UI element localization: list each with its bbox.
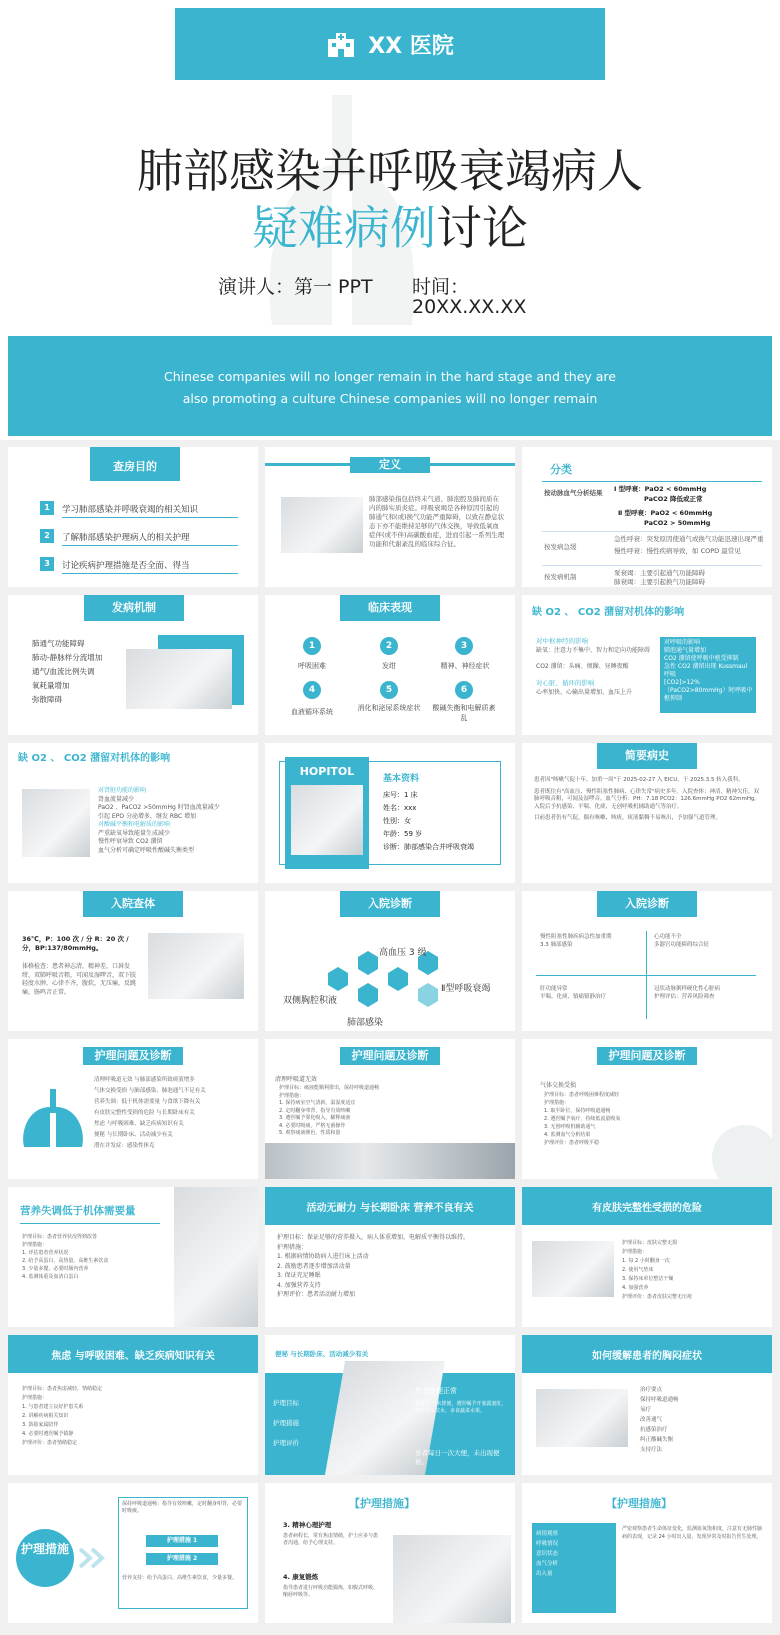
class-key: 按发病机制 (544, 573, 577, 581)
hospital-room-image (536, 1389, 628, 1447)
list-item: 护理措施： (622, 1249, 648, 1255)
list-item: 冠状动脉粥样硬化性心脏病 (654, 986, 721, 992)
measures-list (544, 1091, 724, 1147)
list-item: 护理评价：患者皮肤完整无压疮 (622, 1294, 693, 1300)
num-badge: 5 (380, 681, 398, 699)
measure-heading: 3. 精神心理护理 (283, 1521, 332, 1529)
list-item: 2. 遵医嘱予氧疗，持续低流量吸氧 (544, 1116, 621, 1122)
problem-subtitle: 气体交换受损 (540, 1082, 577, 1089)
hopitol-tag: HOPITOL (299, 765, 355, 778)
slide-title: 活动无耐力 与长期卧床 营养不良有关 (265, 1187, 515, 1225)
info-item: 姓名：xxx (383, 804, 417, 812)
slide-title: 查房目的 (90, 447, 180, 481)
effect-text: CO2 潴留：头痛、烦躁、昼睡夜醒 (536, 663, 629, 670)
slide-clinical (265, 595, 515, 735)
symptom-label: 精神、神经症状 (440, 662, 490, 670)
list-item: 3.3 肺部感染 (540, 942, 573, 948)
section-heading: 对中枢神经的影响 (536, 637, 588, 645)
effect-text: 缺氧：注意力不集中、智力和定向功能障碍 (536, 647, 651, 654)
slide-title: 如何缓解患者的胸闷症状 (522, 1335, 772, 1373)
class-key: 按发病急缓 (544, 543, 577, 551)
list-item: 护理评价：患者呼吸平稳 (544, 1140, 600, 1146)
diagnosis-left-top (540, 933, 640, 949)
slide-measures-2 (265, 1483, 515, 1623)
info-item: 床号：1 床 (383, 791, 418, 799)
measures-list (22, 1233, 168, 1281)
num-badge: 2 (380, 637, 398, 655)
list-item: 2. 给予高蛋白、高热量、高维生素饮食 (22, 1258, 109, 1264)
list-item: 血气分析 (536, 1561, 559, 1567)
list-item: 护理评估：营养风险筛查 (654, 994, 715, 1000)
measure-tag: 护理措施 1 (146, 1535, 218, 1547)
bed-image (532, 1241, 614, 1297)
purpose-item: 学习肺部感染并呼吸衰竭的相关知识 (62, 505, 199, 515)
title-line1: 肺部感染并呼吸衰竭病人 (137, 144, 643, 198)
list-item: 4. 必要时吸痰，严格无菌操作 (279, 1122, 346, 1129)
slide-title: 入院查体 (83, 891, 183, 917)
list-item: 意识状态 (536, 1551, 559, 1557)
measure-text: 患者 3 天未排便，遵医嘱予开塞露塞肛，嘱患者多饮水，多食蔬菜水果。 (415, 1401, 507, 1414)
class-value: Ⅰ 型呼衰：PaO2 < 60mmHg (614, 485, 707, 493)
slide-measures-1 (8, 1483, 258, 1623)
label-item: 护理目标 (273, 1399, 299, 1407)
list-item: 肝功能异常 (540, 986, 568, 992)
list-item: 严重缺氧导致能量生成减少 (98, 829, 171, 837)
slide-history (522, 743, 772, 883)
cover-slide (0, 0, 780, 440)
measure-tag: 护理措施 2 (146, 1553, 218, 1565)
measure-text: 指导患者进行呼吸功能锻炼，如腹式呼吸、缩唇呼吸等。 (283, 1585, 379, 1598)
slide-title: 入院诊断 (340, 891, 440, 917)
class-value: 肺衰竭：主要引起换气功能障碍 (614, 578, 705, 586)
symptom-label: 呼吸困难 (298, 662, 326, 670)
writing-hand-image (174, 1187, 258, 1327)
list-item: 弥散障碍 (32, 695, 62, 704)
symptom-label: 消化和泌尿系统症状 (357, 704, 421, 712)
list-item: 氧耗量增加 (32, 681, 70, 690)
slide-title: 基本资料 (383, 774, 420, 784)
label-item: 护理评价 (273, 1439, 299, 1447)
diagnosis-item: 高血压 3 级 (379, 948, 427, 958)
list-item: 改善通气 (640, 1417, 663, 1423)
diagnosis-item: 双侧胸腔积液 (283, 996, 338, 1006)
slide-title: 【护理措施】 (349, 1497, 415, 1510)
english-line1: Chinese companies will no longer remain in the hard stage and they are (163, 369, 616, 384)
list-item: 1. 取半卧位，保持呼吸道通畅 (544, 1108, 611, 1114)
list-item: 焦虑 与呼吸困难、缺乏疾病知识有关 (94, 1121, 184, 1127)
hospital-logo-bar (175, 8, 605, 80)
observation-list (536, 1529, 612, 1579)
list-item: 多器官功能障碍综合征 (654, 942, 710, 948)
list-item: 1. 与患者建立良好护患关系 (22, 1404, 84, 1410)
list-item: 对肾脏功能的影响 (98, 787, 147, 794)
list-item: 对酸碱平衡和电解质的影响 (98, 821, 171, 828)
list-item: 1. 根据病情协助病人进行床上活动 (277, 1253, 369, 1260)
list-item: 肺通气功能障碍 (32, 639, 85, 648)
box-line: 急性 CO2 潴留出现 Kussmaul 呼吸 (664, 663, 748, 678)
slide-diagnosis-1 (265, 891, 515, 1031)
effect-text: 心率加快、心输出量增加、血压上升 (536, 689, 633, 696)
measures-circle: 护理措施 (16, 1529, 74, 1587)
list-item: 4. 监测体重及血清白蛋白 (22, 1274, 79, 1280)
slide-nursing-1 (8, 1039, 258, 1179)
measures-list (22, 1385, 246, 1448)
slide-title: 便秘 与长期卧床、活动减少有关 (275, 1350, 369, 1358)
list-item: 3. 遵医嘱予雾化吸入，稀释痰液 (279, 1115, 351, 1121)
effects-list (98, 787, 248, 855)
title-line2 (0, 192, 780, 258)
list-item: 肾血流量减少 (98, 795, 135, 803)
slide-basic-info (265, 743, 515, 883)
chevron-right-icon (78, 1547, 106, 1569)
slide-title: 简要病史 (597, 743, 697, 769)
list-item: 1. 评估患者营养状况 (22, 1250, 69, 1256)
list-item: 护理目标：痰液能顺利排出，保持呼吸道通畅 (279, 1085, 380, 1091)
slide-title: 护理问题及诊断 (597, 1047, 697, 1065)
list-item: 1. 保持病室空气清新，温湿度适宜 (279, 1100, 356, 1106)
slide-constipation (265, 1335, 515, 1475)
measures-list (279, 1085, 505, 1138)
section-heading: 对心脏、循环的影响 (536, 679, 595, 687)
num-badge: 4 (303, 681, 321, 699)
slide-nursing-3 (522, 1039, 772, 1179)
list-item: 有皮肤完整性受损的危险 与长期卧床有关 (94, 1110, 195, 1116)
list-item: 肺动-静脉样分流增加 (32, 653, 103, 662)
num-badge: 3 (455, 637, 473, 655)
list-item: 护理措施： (544, 1100, 570, 1106)
measure-text: 患者病程长，常有焦虑情绪，护士应多与患者沟通，给予心理支持。 (283, 1533, 379, 1546)
list-item: 4. 必要时遵医嘱予镇静 (22, 1431, 74, 1437)
time-value: 20XX.XX.XX (412, 296, 527, 318)
info-item: 诊断：肺部感染合并呼吸衰竭 (383, 843, 474, 851)
stethoscope-image (281, 497, 363, 553)
problem-subtitle: 清理呼吸道无效 (275, 1076, 318, 1083)
list-item: 3. 保持床单位整洁干燥 (622, 1276, 674, 1282)
diagnosis-item: Ⅱ型呼吸衰竭 (441, 984, 491, 994)
measure-heading: 4. 康复锻炼 (283, 1573, 319, 1581)
num-badge: 6 (455, 681, 473, 699)
diagnosis-left-bottom (540, 985, 640, 1001)
box-line: [CO2]>12%（PaCO2>80mmHg）时呼吸中枢抑制 (664, 679, 753, 702)
slide-title: 临床表现 (340, 595, 440, 621)
list-item: 慢性呼衰导致 CO2 潴留 (98, 838, 163, 845)
list-item: 4. 监测血气分析结果 (544, 1132, 591, 1138)
diagnosis-item: 肺部感染 (347, 1018, 384, 1028)
list-item: 病情观察 (536, 1531, 559, 1537)
history-para: 患者既往有"高血压、慢性阻塞性肺病、心律失常"病史多年。入院查体：神清，精神欠佳，双肺呼吸音粗，可闻及湿啰音。血气分析：PH：7.18 PCO2：126.6mmHg PO2 62mmHg。入院后予抗感染、平喘、化痰、无创呼吸机辅助通气等治疗。 (534, 788, 761, 810)
list-item: 气体交换受损 与肺部感染，肺泡通气不足有关 (94, 1088, 206, 1094)
history-text (534, 777, 762, 823)
symptom-label: 酸碱失衡和电解质紊乱 (432, 704, 496, 722)
num-badge: 2 (40, 529, 54, 543)
speaker: 演讲人：第一 PPT (218, 276, 373, 298)
vitals: 36℃，P：100 次 / 分 R：20 次 / 分，BP:137/80mmHg。 (22, 935, 129, 952)
slide-activity (265, 1187, 515, 1327)
slide-title: 缺 O2 、 CO2 潴留对机体的影响 (532, 607, 685, 618)
list-item: 平喘、化痰、镇痛镇静治疗 (540, 994, 607, 1000)
list-item: 2. 定时翻身叩背，指导有效咳嗽 (279, 1107, 351, 1114)
list-item: 2. 鼓励患者逐步增加活动量 (277, 1262, 351, 1270)
num-badge: 3 (40, 557, 54, 571)
evaluation-text: 患者每日一次大便，未出现便秘。 (415, 1449, 500, 1466)
list-item: 护理措施： (277, 1243, 308, 1251)
slide-title: 缺 O2 、 CO2 潴留对机体的影响 (18, 753, 171, 764)
class-value: 泵衰竭：主要引起通气功能障碍 (614, 569, 705, 577)
symptom-label: 发绀 (382, 662, 396, 670)
problem-list (94, 1075, 250, 1152)
class-value: Ⅱ 型呼衰：PaO2 < 60mmHg (618, 509, 713, 517)
list-item: 纠正酸碱失衡 (640, 1437, 674, 1443)
list-item: 保持呼吸道通畅 (640, 1397, 679, 1403)
class-value: 急性呼衰：突发原因使通气或换气功能迅速出现严重 (614, 535, 764, 543)
slide-anxiety (8, 1335, 258, 1475)
symptom-label: 血液循环系统 (291, 708, 333, 716)
list-item: 3. 鼓励家属陪伴 (22, 1422, 59, 1428)
slide-classification (522, 447, 772, 587)
list-item: 血气分析可确定呼吸性酸碱失衡类型 (98, 846, 195, 854)
list-item: 4. 加强营养 (622, 1285, 649, 1291)
definition-text: 肺部感染指包括终末气道、肺泡腔及肺间质在内的肺实质炎症。呼吸衰竭是各种原因引起的肺通气和(或)换气功能严重障碍，以致在静息状态下亦不能维持足够的气体交换，导致低氧血症伴(或不伴)高碳酸血症，进而引起一系列生理功能和代谢紊乱的临床综合征。 (369, 495, 505, 548)
list-item: 护理目标：患者焦虑减轻，情绪稳定 (22, 1386, 103, 1392)
slide-purpose (8, 447, 258, 587)
list-item: 便秘 与长期卧床、活动减少有关 (94, 1132, 173, 1138)
slide-chest-relief (522, 1335, 772, 1475)
list-item: 呼吸情况 (536, 1541, 559, 1547)
class-key: 按动脉血气分析结果 (544, 489, 603, 497)
list-item: 氧疗 (640, 1407, 652, 1413)
list-item: 3. 保证充足睡眠 (277, 1272, 321, 1279)
box-line: 对呼吸的影响 (664, 639, 701, 646)
list-item: 护理目标：皮肤完整无损 (622, 1240, 678, 1246)
list-item: 1. 每 2 小时翻身一次 (622, 1258, 670, 1264)
list-item: 引起 EPO 分泌增多，继发 RBC 增加 (98, 812, 197, 820)
slide-skin (522, 1187, 772, 1327)
observation-text: 严密观察患者生命体征变化，监测血氧饱和度，注意有无肺性脑病的表现，记录 24 小时出入量，发现异常及时报告医生处理。 (622, 1526, 763, 1540)
slide-title: 护理问题及诊断 (83, 1047, 183, 1065)
english-band (8, 336, 772, 436)
syringe-image (126, 649, 232, 709)
hospital-name: XX 医院 (368, 33, 454, 59)
slide-admission-exam (8, 891, 258, 1031)
hospital-corridor-image (291, 785, 363, 855)
list-item: 潜在并发症：感染性休克 (94, 1143, 155, 1149)
slide-title: 护理问题及诊断 (340, 1047, 440, 1065)
list-item: 护理措施： (22, 1242, 48, 1248)
slide-title: 定义 (350, 457, 430, 473)
num-badge: 1 (303, 637, 321, 655)
list-item: 护理评价：患者活动耐力增加 (277, 1291, 356, 1298)
title-accent: 疑难病例 (252, 201, 436, 255)
exam-text: 体格检查：患者神志清，精神差，口唇发绀，双肺呼吸音粗，可闻及湿啰音，双下肢轻度水肿，心律不齐，腹软，无压痛，反跳痛，肠鸣音正常。 (22, 963, 137, 996)
num-badge: 1 (40, 501, 54, 515)
diagnosis-right-bottom (654, 985, 758, 1001)
lungs-icon (20, 1089, 86, 1149)
effect-box (664, 639, 754, 703)
treatment-list (640, 1385, 762, 1455)
list-item: 出入量 (536, 1571, 553, 1577)
slide-measures-3 (522, 1483, 772, 1623)
list-item: 护理目标：患者营养状况得到改善 (22, 1234, 98, 1240)
diagnosis-right-top (654, 933, 758, 949)
mechanism-list (32, 637, 102, 707)
list-item: 护理目标：保证足够的营养摄入，病人体重增加，电解质平衡得以维持。 (277, 1234, 470, 1241)
list-item: 护理措施： (22, 1395, 48, 1401)
info-item: 性别：女 (383, 817, 411, 825)
slide-nutrition (8, 1187, 258, 1327)
list-item: 通气/血流比例失调 (32, 667, 95, 676)
list-item: 营养失调：低于机体需要量 与食欲下降有关 (94, 1099, 201, 1105)
history-para: 患者因"咳嗽气促十年，加重一周"于 2025-02-27 入 EICU，于 2025.3.5 转入我科。 (534, 777, 744, 783)
list-item: 治疗要点 (640, 1387, 663, 1393)
list-item: 3. 少量多餐，必要时肠内营养 (22, 1266, 89, 1272)
slide-definition (265, 447, 515, 587)
list-item: 护理措施： (279, 1092, 305, 1099)
info-item: 年龄：59 岁 (383, 830, 423, 838)
list-item: 2. 使用气垫床 (622, 1267, 654, 1273)
list-item: 护理评价：患者情绪稳定 (22, 1440, 78, 1446)
slide-nursing-2 (265, 1039, 515, 1179)
list-item: 抗感染治疗 (640, 1427, 668, 1433)
english-line2: also promoting a culture Chinese companies will no longer remain (182, 391, 598, 406)
label-list (273, 1393, 299, 1453)
list-item: 清理呼吸道无效 与肺部感染所致痰液增多 (94, 1077, 195, 1083)
time-label: 时间： (412, 276, 470, 298)
box-line: 肺泡通气量增加 (664, 647, 707, 654)
slide-title: 营养失调低于机体需要量 (20, 1205, 136, 1217)
slide-title: 入院诊断 (597, 891, 697, 917)
class-value: PaCO2 > 50mmHg (644, 519, 711, 527)
slide-title: 焦虑 与呼吸困难、缺乏疾病知识有关 (8, 1335, 258, 1373)
list-item: 慢性阻塞性肺疾病急性加重期 (540, 934, 612, 940)
list-item: 3. 无创呼吸机辅助通气 (544, 1124, 596, 1130)
slide-title: 有皮肤完整性受损的危险 (522, 1187, 772, 1225)
medicine-image (148, 933, 244, 999)
blood-pressure-image (265, 1143, 515, 1179)
goal-text: 患者排便正常 (415, 1387, 457, 1395)
measures-list (622, 1239, 762, 1302)
purpose-item: 了解肺部感染护理病人的相关护理 (62, 533, 190, 543)
list-item: 心功能不全 (654, 934, 682, 940)
slide-hypoxia-effects-2 (8, 743, 258, 883)
list-item: PaO2 、PaCO2 >50mmHg 时肾血流量减少 (98, 804, 220, 811)
info-list (383, 789, 474, 854)
slide-title: 分类 (550, 463, 572, 476)
list-item: 支持疗法 (640, 1447, 663, 1453)
slide-pathogenesis (8, 595, 258, 735)
list-item: 4. 加强营养支持 (277, 1281, 321, 1289)
class-value: 慢性呼衰：慢性疾病导致，如 COPD 最常见 (614, 547, 741, 555)
measure-text: 保持呼吸道通畅：指导有效咳嗽，定时翻身叩背，必要时吸痰。 (122, 1501, 243, 1514)
slide-title: 发病机制 (84, 595, 184, 621)
measure-text: 营养支持：给予高蛋白、高维生素饮食，少量多餐。 (122, 1575, 238, 1581)
history-para: 目前患者仍有气促，偶有咳嗽、咳痰，痰液黏稠不易咳出，予加强气道管理。 (534, 815, 722, 821)
hospital-icon (326, 31, 356, 57)
list-item: 护理目标：患者呼吸困难程度减轻 (544, 1092, 620, 1098)
title-rest: 讨论 (436, 201, 528, 255)
class-value: PaCO2 降低或正常 (644, 495, 703, 503)
measures-list (277, 1233, 507, 1300)
walker-image (393, 1535, 511, 1623)
slide-hypoxia-effects-1 (522, 595, 772, 735)
slide-diagnosis-2 (522, 891, 772, 1031)
purpose-item: 讨论疾病护理措施是否全面、得当 (62, 561, 190, 571)
box-line: CO2 潴留使呼吸中枢受抑制 (664, 655, 739, 662)
pills-image (22, 789, 90, 857)
label-item: 护理措施 (273, 1419, 299, 1427)
list-item: 5. 观察痰液颜色、性质和量 (279, 1130, 341, 1136)
slide-title: 【护理措施】 (606, 1497, 672, 1510)
list-item: 2. 讲解疾病相关知识 (22, 1413, 69, 1419)
